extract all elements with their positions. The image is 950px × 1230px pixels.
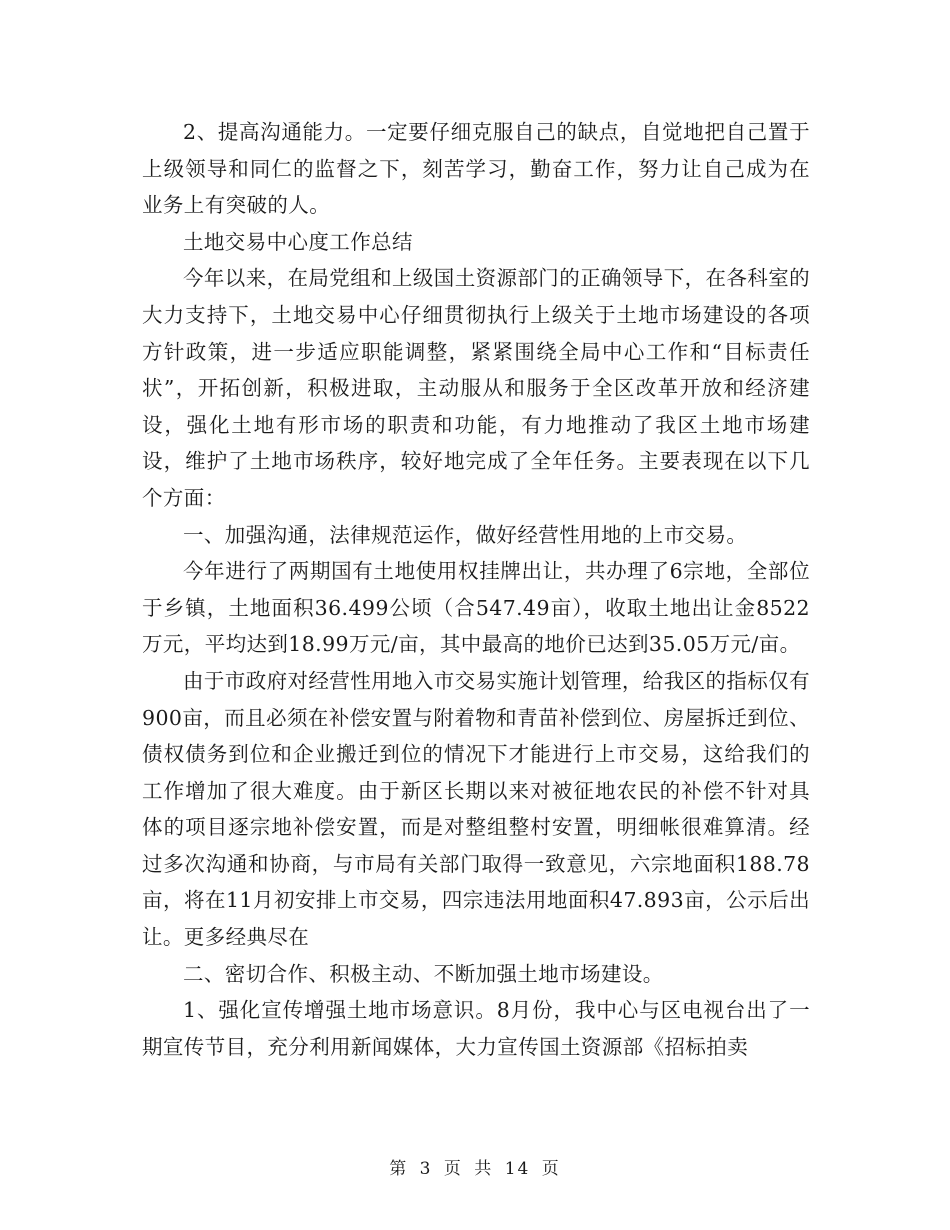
footer-label-total: 共 xyxy=(474,1159,494,1179)
heading-section-two: 二、密切合作、积极主动、不断加强土地市场建设。 xyxy=(183,961,664,986)
footer-label-ye2: 页 xyxy=(541,1159,561,1179)
paragraph-intro: 今年以来，在局党组和上级国土资源部门的正确领导下，在各科室的大力支持下，土地交易中心仔细贯彻执行上级关于土地市场建设的各项方针政策，进一步适应职能调整，紧紧围绕全局中心工作和“目标责任状”，开拓创新，积极进取，主动服从和服务于全区改革开放和经济建设，强化土地有形市场的职责和功能，有力地推动了我区土地市场建设，维护了土地市场秩序，较好地完成了全年任务。主要表现在以下几个方面： xyxy=(142,266,810,510)
paragraph-improve-communication: 2、提高沟通能力。一定要仔细克服自己的缺点，自觉地把自己置于上级领导和同仁的监督之下，刻苦学习，勤奋工作，努力让自己成为在业务上有突破的人。 xyxy=(142,120,810,218)
footer-label-ye: 页 xyxy=(443,1159,463,1179)
footer-label-page: 第 xyxy=(389,1159,409,1179)
paragraph-quota-difficulties: 由于市政府对经营性用地入市交易实施计划管理，给我区的指标仅有900亩，而且必须在补偿安置与附着物和青苗补偿到位、房屋拆迁到位、债权债务到位和企业搬迁到位的情况下才能进行上市交易，这给我们的工作增加了很大难度。由于新区长期以来对被征地农民的补偿不针对具体的项目逐宗地补偿安置，而是对整组整村安置，明细帐很难算清。经过多次沟通和协商，与市局有关部门取得一致意见，六宗地面积188.78亩，将在11月初安排上市交易，四宗违法用地面积47.893亩，公示后出让。更多经典尽在 xyxy=(142,668,810,950)
footer-current-page: 3 xyxy=(419,1159,433,1179)
paragraph-publicity: 1、强化宣传增强土地市场意识。8月份，我中心与区电视台出了一期宣传节目，充分利用新闻媒体，大力宣传国土资源部《招标拍卖 xyxy=(142,998,810,1059)
footer-total-pages: 14 xyxy=(504,1159,531,1179)
document-body xyxy=(142,114,810,1065)
heading-section-one: 一、加强沟通，法律规范运作，做好经营性用地的上市交易。 xyxy=(183,522,748,547)
section-title-land-exchange-summary: 土地交易中心度工作总结 xyxy=(183,229,413,254)
page-footer xyxy=(0,1154,950,1179)
paragraph-listing-transactions: 今年进行了两期国有土地使用权挂牌出让，共办理了6宗地，全部位于乡镇，土地面积36.499公顷（合547.49亩），收取土地出让金8522万元，平均达到18.99万元/亩，其中最高的地价已达到35.05万元/亩。 xyxy=(142,559,810,657)
